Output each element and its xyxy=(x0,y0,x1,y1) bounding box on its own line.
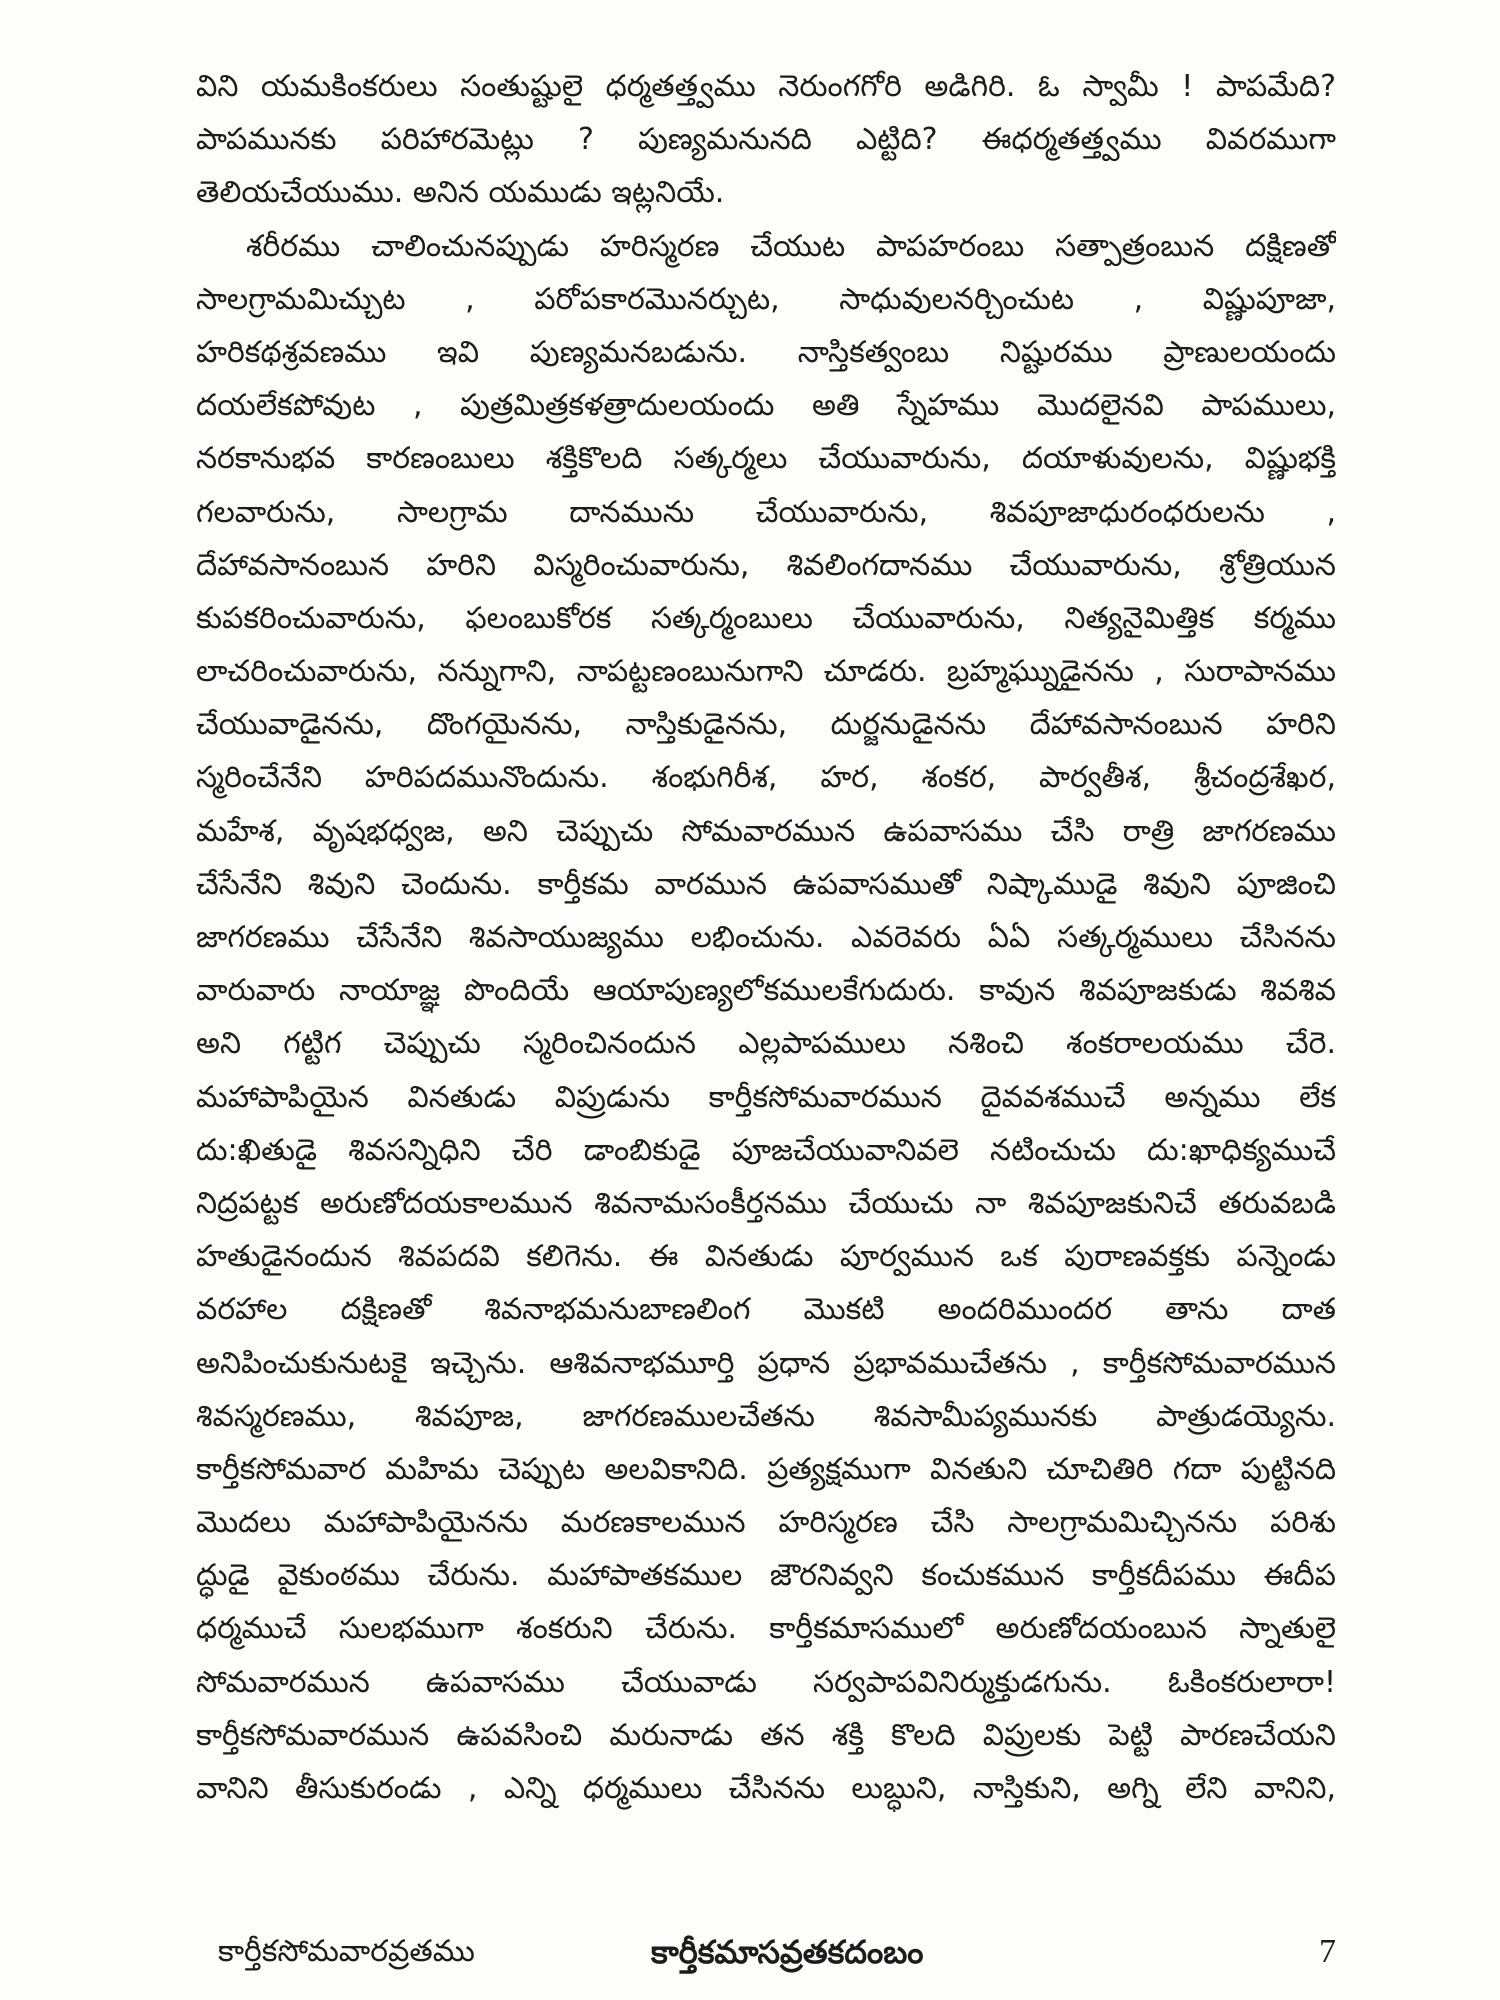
text-line: వారువారు నాయాజ్ఞ పొందియే ఆయాపుణ్యలోకములకేగుదురు. కావున శివపూజకుడు శివశివ xyxy=(196,973,1336,1009)
text-line: దయలేకపోవుట , పుత్రమిత్రకళత్రాదులయందు అతి స్నేహము మొదలైనవి పాపములు, xyxy=(196,388,1336,424)
text-line: స్మరించేనేని హరిపదమునొందును. శంభుగిరీశ, హర, శంకర, పార్వతీశ, శ్రీచంద్రశేఖర, xyxy=(196,760,1336,796)
text-line: కుపకరించువారును, ఫలంబుకోరక సత్కర్మంబులు చేయువారును, నిత్యనైమిత్తిక కర్మము xyxy=(196,600,1336,636)
text-line: దేహావసానంబున హరిని విస్మరించువారును, శివలింగదానము చేయువారును, శ్రోత్రియున xyxy=(196,547,1336,583)
text-line: పాపమునకు పరిహారమెట్లు ? పుణ్యమనునది ఎట్టిది? ఈధర్మతత్త్వము వివరముగా xyxy=(196,122,1336,158)
text-line: కార్తీకసోమవార మహిమ చెప్పుట అలవికానిది. ప్రత్యక్షముగా వినతుని చూచితిరి గదా పుట్టినది xyxy=(196,1451,1336,1487)
text-line: శరీరము చాలించునప్పుడు హరిస్మరణ చేయుట పాపహరంబు సత్పాత్రంబున దక్షిణతో xyxy=(246,228,1336,264)
text-line: తెలియచేయుము. అనిన యముడు ఇట్లనియే. xyxy=(196,175,725,211)
text-line: మొదలు మహాపాపియైనను మరణకాలమున హరిస్మరణ చేసి సాలగ్రామమిచ్చినను పరిశు xyxy=(196,1505,1336,1541)
text-line: వానిని తీసుకురండు , ఎన్ని ధర్మములు చేసినను లుబ్ధుని, నాస్తికుని, అగ్ని లేని వానిని, xyxy=(196,1771,1336,1806)
text-line: అని గట్టిగ చెప్పుచు స్మరించినందున ఎల్లపాపములు నశించి శంకరాలయము చేరె. xyxy=(196,1026,1336,1062)
text-line: శివస్మరణము, శివపూజ, జాగరణములచేతను శివసామీప్యమునకు పాత్రుడయ్యెను. xyxy=(196,1398,1336,1434)
text-line: చేయువాడైనను, దొంగయైనను, నాస్తికుడైనను, దుర్జనుడైనను దేహావసానంబున హరిని xyxy=(196,707,1336,743)
text-line: అనిపించుకునుటకై ఇచ్చెను. ఆశివనాభమూర్తి ప్రధాన ప్రభావముచేతను , కార్తీకసోమవారమున xyxy=(196,1345,1336,1381)
text-line: దు:ఖితుడై శివసన్నిధిని చేరి డాంబికుడై పూజచేయువానివలె నటించుచు దు:ఖాధిక్యముచే xyxy=(196,1132,1336,1168)
page-number: 7 xyxy=(1319,1933,1336,1970)
text-line: లాచరించువారును, నన్నుగాని, నాపట్టణంబునుగాని చూడరు. బ్రహ్మఘ్నుడైనను , సురాపానము xyxy=(196,654,1336,690)
text-line: సాలగ్రామమిచ్చుట , పరోపకారమొనర్చుట, సాధువులనర్చించుట , విష్ణుపూజా, xyxy=(196,281,1336,317)
text-line: విని యమకింకరులు సంతుష్టులై ధర్మతత్త్వము నెరుంగగోరి అడిగిరి. ఓ స్వామీ ! పాపమేది? xyxy=(196,69,1336,104)
body-text xyxy=(196,60,1336,1815)
paragraph-1 xyxy=(196,60,1336,220)
page-footer xyxy=(196,1932,1336,1972)
text-line: మహాపాపియైన వినతుడు విప్రుడును కార్తీకసోమవారమున దైవవశముచే అన్నము లేక xyxy=(196,1079,1336,1115)
text-line: మహేశ, వృషభధ్వజ, అని చెప్పుచు సోమవారమున ఉపవాసము చేసి రాత్రి జాగరణము xyxy=(196,813,1336,849)
text-line: ద్ధుడై వైకుంఠము చేరును. మహాపాతకముల జౌరనివ్వని కంచుకమున కార్తీకదీపము ఈదీప xyxy=(196,1558,1336,1594)
footer-book-title: కార్తీకసోమవారవ్రతము xyxy=(218,1934,475,1969)
text-line: హతుడైనందున శివపదవి కలిగెను. ఈ వినతుడు పూర్వమున ఒక పురాణవక్తకు పన్నెండు xyxy=(196,1239,1336,1275)
text-line: చేసేనేని శివుని చెందును. కార్తీకమ వారమున ఉపవాసముతో నిష్కాముడై శివుని పూజించి xyxy=(196,866,1336,902)
text-line: కార్తీకసోమవారమున ఉపవసించి మరునాడు తన శక్తి కొలది విప్రులకు పెట్టి పారణచేయని xyxy=(196,1717,1336,1753)
text-line: నిద్రపట్టక అరుణోదయకాలమున శివనామసంకీర్తనము చేయుచు నా శివపూజకునిచే తరువబడి xyxy=(196,1185,1336,1221)
text-line: జాగరణము చేసేనేని శివసాయుజ్యము లభించును. ఎవరెవరు ఏఏ సత్కర్మములు చేసినను xyxy=(196,920,1336,955)
text-line: ధర్మముచే సులభముగా శంకరుని చేరును. కార్తీకమాసములో అరుణోదయంబున స్నాతులై xyxy=(196,1611,1336,1647)
text-line: గలవారును, సాలగ్రామ దానమును చేయువారును, శివపూజాధురంధరులను , xyxy=(196,494,1336,530)
footer-series-title: కార్తీకమాసవ్రతకదంబం xyxy=(651,1933,924,1971)
text-line: వరహాల దక్షిణతో శివనాభమనుబాణలింగ మొకటి అందరిముందర తాను దాత xyxy=(196,1292,1336,1328)
text-line: నరకానుభవ కారణంబులు శక్తికొలది సత్కర్మలు చేయువారును, దయాళువులను, విష్ణుభక్తి xyxy=(196,441,1336,477)
paragraph-2 xyxy=(196,220,1336,1816)
text-line: హరికథశ్రవణము ఇవి పుణ్యమనబడును. నాస్తికత్వంబు నిష్టురము ప్రాణులయందు xyxy=(196,334,1336,370)
text-line: సోమవారమున ఉపవాసము చేయువాడు సర్వపాపవినిర్ముక్తుడగును. ఓకింకరులారా! xyxy=(196,1664,1336,1700)
